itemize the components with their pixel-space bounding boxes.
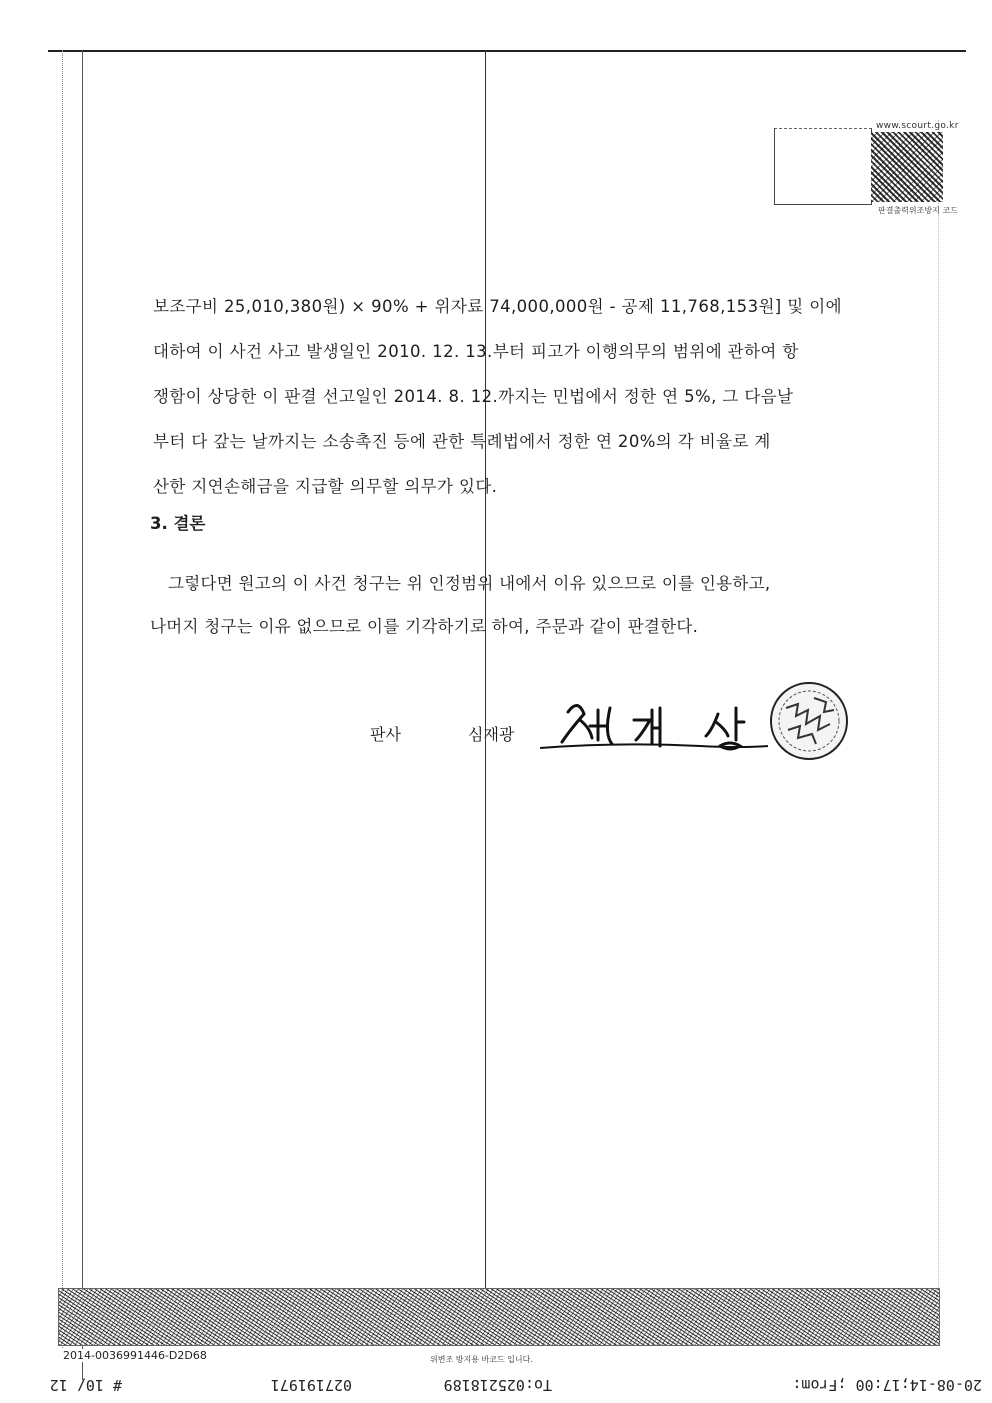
fax-transmission-header bbox=[0, 1372, 992, 1396]
body-line: 대하여 이 사건 사고 발생일인 2010. 12. 13.부터 피고가 이행의무의 범위에 관하여 항 bbox=[153, 342, 799, 361]
court-website: www.scourt.go.kr bbox=[876, 121, 959, 131]
conclusion-line: 그렇다면 원고의 이 사건 청구는 위 인정범위 내에서 이유 있으므로 이를 인용하고, bbox=[168, 574, 771, 593]
right-margin-line bbox=[938, 120, 939, 1290]
verification-box bbox=[774, 128, 872, 205]
qr-code-icon bbox=[871, 132, 943, 202]
document-code: 2014-0036991446-D2D68 bbox=[60, 1349, 210, 1362]
qr-caption: 판결출력위조방지 코드 bbox=[878, 206, 958, 215]
conclusion-paragraph bbox=[150, 562, 890, 648]
section-heading-conclusion: 3. 결론 bbox=[150, 514, 206, 533]
top-border-line bbox=[48, 50, 966, 52]
official-seal-icon bbox=[768, 680, 850, 762]
fax-to-number: To:025218189 bbox=[443, 1376, 552, 1394]
body-line: 부터 다 갚는 날까지는 소송촉진 등에 관한 특례법에서 정한 연 20%의 각 비율로 계 bbox=[153, 432, 771, 451]
fax-page-number: # 10/ 12 bbox=[49, 1376, 122, 1394]
judgment-body-paragraph bbox=[153, 284, 893, 509]
barcode-notice: 위변조 방지용 바코드 입니다. bbox=[430, 1355, 533, 1364]
judge-name: 심재광 bbox=[468, 725, 515, 744]
judge-title: 판사 bbox=[370, 725, 401, 744]
body-line: 보조구비 25,010,380원) × 90% + 위자료 74,000,000원 - 공제 11,768,153원] 및 이에 bbox=[153, 297, 842, 316]
fax-from-number: 027191971 bbox=[270, 1376, 352, 1394]
conclusion-line: 나머지 청구는 이유 없으므로 이를 기각하기로 하여, 주문과 같이 판결한다. bbox=[150, 617, 699, 636]
center-fold-line bbox=[485, 50, 486, 1290]
handwritten-signature bbox=[540, 690, 770, 760]
body-line: 산한 지연손해금을 지급할 의무할 의무가 있다. bbox=[153, 477, 498, 496]
body-line: 쟁함이 상당한 이 판결 선고일인 2014. 8. 12.까지는 민법에서 정한 연 5%, 그 다음날 bbox=[153, 387, 794, 406]
left-margin-dotted-line bbox=[62, 50, 63, 1350]
left-margin-line bbox=[82, 50, 83, 1380]
anti-forgery-barcode bbox=[58, 1288, 940, 1346]
fax-timestamp: 20-08-14;17:00 ;From: bbox=[792, 1376, 982, 1394]
